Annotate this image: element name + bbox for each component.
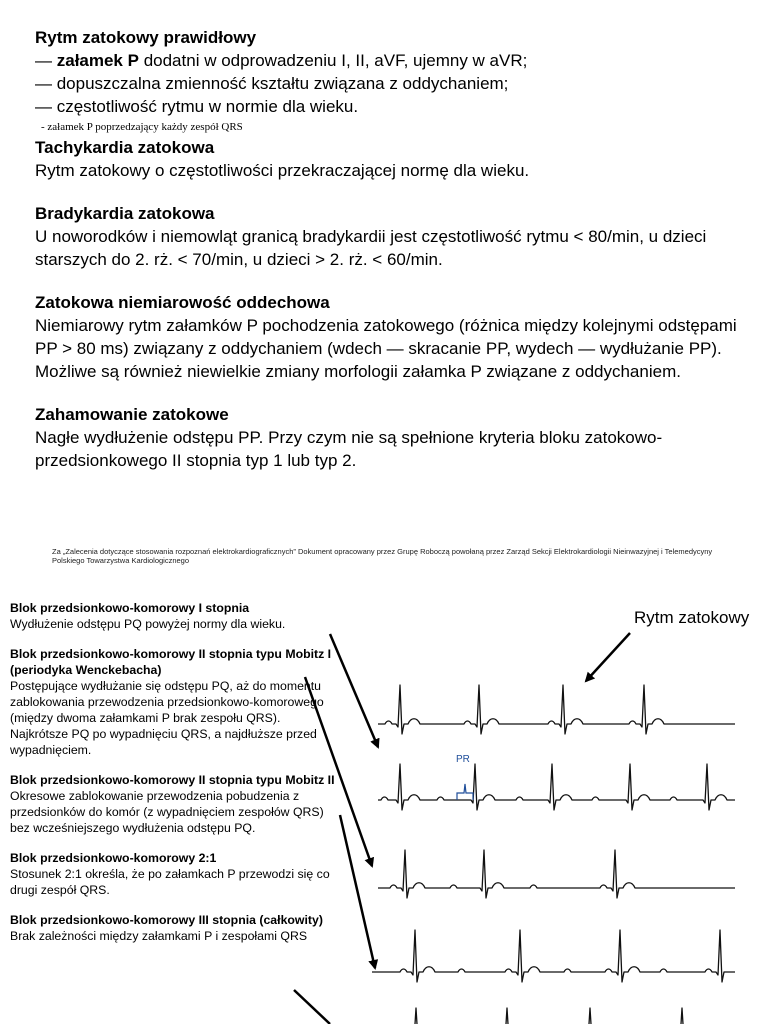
av-block-title: Blok przedsionkowo-komorowy I stopnia [10, 601, 250, 615]
av-block-text: Wydłużenie odstępu PQ powyżej normy dla wieku. [10, 617, 286, 631]
line1-rest: dodatni w odprowadzeniu I, II, aVF, ujemny w aVR; [138, 51, 528, 70]
av-block-title: Blok przedsionkowo-komorowy III stopnia (całkowity) [10, 913, 323, 927]
av-block-text: Brak zależności między załamkami P i zespołami QRS [10, 929, 308, 943]
ecg-trace-2to1 [372, 930, 735, 982]
sinus-rhythm-label: Rytm zatokowy [634, 608, 750, 627]
av-block-title: Blok przedsionkowo-komorowy 2:1 [10, 851, 217, 865]
ecg-trace-first-degree [378, 764, 735, 810]
av-block-title: Blok przedsionkowo-komorowy II stopnia typu Mobitz II [10, 773, 335, 787]
arrhythmia-text: Niemiarowy rytm załamków P pochodzenia zatokowego (różnica między kolejnymi odstępami PP > 80 ms) związany z oddychaniem (wdech — skracanie PP, wydech — wydłużanie PP). Możliwe są również niewielkie zmiany morfologii załamka P związane z oddychaniem. [35, 316, 737, 381]
line1-bold: załamek P [56, 51, 139, 70]
av-block-title: Blok przedsionkowo-komorowy II stopnia typu Mobitz I (periodyka Wenckebacha) [10, 647, 332, 677]
ecg-trace-mobitz-ii [378, 850, 735, 898]
sinus-rhythm-line3: — częstotliwość rytmu w normie dla wieku. [35, 97, 359, 116]
ecg-trace-sinus [378, 685, 735, 734]
av-block-text: Stosunek 2:1 określa, że po załamkach P przewodzi się co drugi zespół QRS. [10, 867, 330, 897]
arrow-block-5 [294, 990, 330, 1024]
arrest-text: Nagłe wydłużenie odstępu PP. Przy czym nie są spełnione kryteria bloku zatokowo-przedsionkowego II stopnia typ 1 lub typ 2. [35, 428, 663, 470]
pointer-arrows [294, 633, 630, 1024]
av-block-text: Postępujące wydłużanie się odstępu PQ, aż do momentu zablokowania przewodzenia przedsionkowo-komorowego (między dwoma załamkami P brak zespołu QRS). Najkrótsze PQ po wypadnięciu QRS, a najdłuższe przed wypadnięciem. [10, 679, 324, 757]
bradycardia-title: Bradykardia zatokowa [35, 204, 215, 223]
sinus-rhythm-line2: — dopuszczalna zmienność kształtu związana z oddychaniem; [35, 74, 509, 93]
arrow-sinus [586, 633, 630, 681]
tachycardia-title: Tachykardia zatokowa [35, 138, 215, 157]
arrhythmia-title: Zatokowa niemiarowość oddechowa [35, 293, 330, 312]
arrow-block-2 [305, 677, 372, 866]
pr-interval-bracket [457, 784, 473, 800]
bradycardia-text: U noworodków i niemowląt granicą bradykardii jest częstotliwość rytmu < 80/min, u dzieci starszych do 2. rż. < 70/min, u dzieci > 2. rż. < 60/min. [35, 227, 707, 269]
tachycardia-text: Rytm zatokowy o częstotliwości przekraczającej normę dla wieku. [35, 161, 530, 180]
av-block-text: Okresowe zablokowanie przewodzenia pobudzenia z przedsionków do komór (z wypadnięciem zespołów QRS) bez wcześniejszego wydłużenia odstępu PQ. [10, 789, 324, 835]
arrow-block-3 [340, 815, 375, 968]
sinus-rhythm-title: Rytm zatokowy prawidłowy [35, 28, 257, 47]
sinus-rhythm-note: - załamek P poprzedzający każdy zespół QRS [41, 121, 243, 133]
arrow-block-1 [330, 634, 378, 747]
arrest-title: Zahamowanie zatokowe [35, 405, 229, 424]
citation: Za „Zalecenia dotyczące stosowania rozpoznań elektrokardiograficznych” Dokument opracowany przez Grupę Roboczą powołaną przez Zarząd Sekcji Elektrokardiologii Nieinwazyjnej i Telemedycyny Polskiego Towarzystwa Kardiologicznego [52, 547, 713, 565]
pr-label: PR [456, 754, 470, 765]
line1-prefix: — [35, 51, 57, 70]
ecg-trace-third-degree [415, 1008, 683, 1024]
